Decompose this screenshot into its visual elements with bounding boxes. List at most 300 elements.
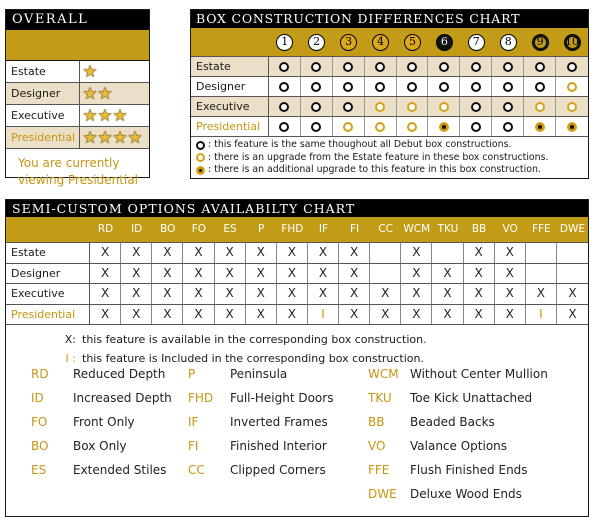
legend-item: [196, 164, 588, 177]
option-code-header: DWE: [559, 223, 585, 235]
semi-cell: X: [370, 284, 401, 304]
semi-row: [6, 304, 588, 325]
glossary-desc: Valance Options: [410, 439, 508, 453]
semi-cell: X: [152, 264, 183, 284]
overall-row-label: Designer: [6, 83, 80, 104]
box-cell: [365, 97, 397, 116]
box-number-cell: [524, 28, 556, 56]
up-circle-icon: [567, 82, 577, 92]
option-code-header: VO: [502, 223, 518, 235]
box-chart-title: BOX CONSTRUCTION DIFFERENCES CHART: [191, 10, 588, 28]
semi-rows: [6, 242, 588, 324]
semi-row: [6, 283, 588, 304]
semi-cell: X: [401, 284, 432, 304]
option-code-header: FI: [349, 223, 360, 235]
same-circle-icon: [343, 62, 353, 72]
semi-custom-chart: [5, 199, 589, 517]
up-circle-icon: [375, 102, 385, 112]
glossary-item: [368, 439, 507, 453]
glossary-item: [31, 391, 172, 405]
note-key: X:: [64, 333, 76, 346]
glossary-item: [31, 439, 127, 453]
semi-cell: X: [152, 243, 183, 263]
up-circle-icon: [407, 122, 417, 132]
semi-cell: X: [277, 305, 308, 325]
box-row: [191, 96, 588, 116]
up-circle-icon: [375, 122, 385, 132]
star-icon: [83, 65, 97, 79]
box-row-label: Presidential: [191, 117, 269, 136]
same-circle-icon: [503, 102, 513, 112]
semi-cell: X: [568, 306, 577, 321]
box-cell: [524, 117, 556, 136]
glossary-code: VO: [368, 439, 386, 453]
semi-cell: X: [432, 305, 463, 325]
semi-cell: X: [90, 243, 121, 263]
semi-cell: [370, 264, 401, 284]
option-code-header: ID: [131, 223, 143, 235]
box-number-badge: 3: [340, 34, 357, 51]
semi-row: [6, 263, 588, 284]
same-circle-icon: [279, 102, 289, 112]
legend-text: : this feature is the same thoughout all Debut box constructions.: [208, 139, 512, 150]
box-cell: [397, 77, 429, 96]
same-circle-icon: [471, 102, 481, 112]
overall-row: [6, 83, 149, 105]
viewing-line-1: You are currently: [18, 156, 120, 170]
glossary-item: [368, 487, 522, 501]
semi-cell: X: [215, 243, 246, 263]
box-cell: [524, 77, 556, 96]
box-number-cell: [428, 28, 460, 56]
box-cell: [460, 57, 492, 76]
box-rows: [191, 56, 588, 136]
semi-cell: X: [121, 243, 152, 263]
glossary-desc: Deluxe Wood Ends: [410, 487, 522, 501]
same-circle-icon: [471, 62, 481, 72]
box-cell: [492, 117, 524, 136]
option-code-header: P: [258, 223, 265, 235]
star-icon: [98, 109, 112, 123]
box-cell: [365, 57, 397, 76]
up-circle-icon: [343, 122, 353, 132]
box-cell: [556, 97, 588, 116]
semi-cell: X: [464, 284, 495, 304]
glossary-item: [188, 439, 327, 453]
box-cell: [365, 117, 397, 136]
star-icon: [128, 131, 142, 145]
semi-cell: X: [370, 305, 401, 325]
overall-row-label: Estate: [6, 61, 80, 82]
glossary-item: [188, 391, 333, 405]
same-circle-icon: [196, 141, 205, 150]
semi-cell: [526, 264, 557, 284]
add-circle-icon: [567, 122, 577, 132]
up-circle-icon: [535, 102, 545, 112]
box-cell: [301, 77, 333, 96]
box-number-badge: 6: [436, 34, 453, 51]
box-cell: [492, 77, 524, 96]
same-circle-icon: [375, 82, 385, 92]
box-cell: [333, 77, 365, 96]
same-circle-icon: [503, 62, 513, 72]
same-circle-icon: [311, 62, 321, 72]
glossary-code: FHD: [188, 391, 214, 405]
glossary-desc: Flush Finished Ends: [410, 463, 528, 477]
glossary-code: CC: [188, 463, 205, 477]
box-cell: [269, 57, 301, 76]
semi-cell: X: [246, 264, 277, 284]
semi-cell: X: [246, 243, 277, 263]
same-circle-icon: [343, 82, 353, 92]
glossary-code: RD: [31, 367, 49, 381]
semi-cell: X: [339, 264, 370, 284]
glossary-desc: Increased Depth: [73, 391, 172, 405]
box-number-badge: 4: [372, 34, 389, 51]
glossary-desc: Clipped Corners: [230, 463, 326, 477]
up-circle-icon: [567, 102, 577, 112]
box-number-cell: [492, 28, 524, 56]
add-circle-icon: [535, 122, 545, 132]
box-cell: [269, 77, 301, 96]
glossary-item: [188, 463, 326, 477]
box-construction-chart: [190, 9, 589, 179]
semi-note: [6, 349, 588, 368]
semi-cell: X: [215, 284, 246, 304]
box-row-label: Designer: [191, 77, 269, 96]
same-circle-icon: [407, 62, 417, 72]
box-cell: [428, 77, 460, 96]
same-circle-icon: [471, 122, 481, 132]
box-cell: [397, 117, 429, 136]
semi-cell: X: [277, 264, 308, 284]
same-circle-icon: [439, 82, 449, 92]
box-cell: [524, 57, 556, 76]
up-circle-icon: [196, 153, 205, 162]
glossary-item: [368, 415, 495, 429]
semi-cell: X: [339, 284, 370, 304]
box-cell: [333, 57, 365, 76]
option-code-header: ES: [223, 223, 237, 235]
star-icon: [98, 87, 112, 101]
glossary-item: [31, 463, 166, 477]
star-icon: [83, 87, 97, 101]
box-cell: [365, 77, 397, 96]
glossary-code: TKU: [368, 391, 392, 405]
semi-cell: X: [495, 284, 526, 304]
add-circle-icon: [439, 122, 449, 132]
overall-row-label: Executive: [6, 105, 80, 126]
box-cell: [428, 57, 460, 76]
box-cell: [460, 77, 492, 96]
box-cell: [333, 117, 365, 136]
box-cell: [333, 97, 365, 116]
box-number-badge: 1: [276, 34, 293, 51]
legend-text: : there is an additional upgrade to this feature in this box construction.: [208, 164, 541, 175]
box-cell: [428, 97, 460, 116]
glossary-code: IF: [188, 415, 199, 429]
glossary-code: WCM: [368, 367, 399, 381]
glossary-desc: Inverted Frames: [230, 415, 328, 429]
box-cell: [269, 97, 301, 116]
glossary-desc: Box Only: [73, 439, 127, 453]
same-circle-icon: [535, 82, 545, 92]
viewing-message: [6, 149, 149, 189]
same-circle-icon: [279, 122, 289, 132]
box-cell: [301, 57, 333, 76]
glossary-item: [368, 463, 528, 477]
box-row: [191, 76, 588, 96]
semi-cell: X: [464, 305, 495, 325]
same-circle-icon: [279, 82, 289, 92]
box-legend: [191, 136, 588, 177]
semi-row: [6, 242, 588, 263]
overall-row: [6, 127, 149, 149]
glossary-item: [31, 367, 165, 381]
box-number-blank: [191, 28, 269, 56]
glossary-code: ID: [31, 391, 44, 405]
semi-cell: [432, 243, 463, 263]
semi-cell: X: [183, 284, 214, 304]
glossary-code: FI: [188, 439, 199, 453]
semi-cell: X: [339, 305, 370, 325]
glossary-item: [31, 415, 135, 429]
same-circle-icon: [375, 62, 385, 72]
star-rating: [80, 61, 149, 82]
semi-cell: [557, 264, 588, 284]
star-icon: [83, 131, 97, 145]
glossary-desc: Full-Height Doors: [230, 391, 334, 405]
option-code-header: FO: [191, 223, 207, 235]
star-icon: [113, 131, 127, 145]
glossary-desc: Finished Interior: [230, 439, 327, 453]
legend-item: [196, 152, 588, 165]
semi-cell: X: [526, 284, 557, 304]
semi-cell: I: [308, 305, 339, 325]
glossary-item: [188, 415, 328, 429]
semi-cell: X: [401, 243, 432, 263]
same-circle-icon: [535, 62, 545, 72]
semi-code-row: [6, 217, 588, 242]
legend-item: [196, 139, 588, 152]
semi-cell: X: [121, 264, 152, 284]
box-cell: [269, 117, 301, 136]
note-text: this feature is available in the corresponding box construction.: [82, 333, 427, 346]
semi-cell: X: [401, 264, 432, 284]
semi-cell: [557, 243, 588, 263]
semi-row-label: Estate: [6, 243, 90, 263]
overall-panel: [5, 9, 150, 187]
box-number-badge: 7: [468, 34, 485, 51]
up-circle-icon: [439, 102, 449, 112]
semi-cell: X: [90, 284, 121, 304]
box-number-row: [191, 28, 588, 56]
box-number-cell: [556, 28, 588, 56]
semi-row-label: Designer: [6, 264, 90, 284]
semi-cell: X: [246, 284, 277, 304]
glossary-desc: Without Center Mullion: [410, 367, 548, 381]
same-circle-icon: [311, 102, 321, 112]
semi-cell: X: [495, 305, 526, 325]
box-cell: [301, 117, 333, 136]
box-number-badge: 8: [500, 34, 517, 51]
star-rating: [80, 83, 149, 104]
semi-notes: [6, 324, 588, 368]
glossary-code: ES: [31, 463, 47, 477]
option-code-header: FHD: [281, 223, 304, 235]
star-rating: [80, 105, 149, 126]
semi-cell: X: [183, 243, 214, 263]
same-circle-icon: [567, 62, 577, 72]
box-number-cell: [396, 28, 428, 56]
overall-rows: [6, 61, 149, 149]
box-cell: [556, 77, 588, 96]
same-circle-icon: [279, 62, 289, 72]
semi-chart-title: SEMI-CUSTOM OPTIONS AVAILABILTY CHART: [6, 200, 588, 217]
box-cell: [460, 97, 492, 116]
semi-cell: I: [526, 305, 557, 325]
same-circle-icon: [503, 122, 513, 132]
glossary-desc: Beaded Backs: [410, 415, 495, 429]
box-number-badge: 9: [532, 34, 549, 51]
semi-cell: X: [215, 305, 246, 325]
glossary-desc: Reduced Depth: [73, 367, 166, 381]
box-cell: [492, 97, 524, 116]
star-icon: [83, 109, 97, 123]
semi-cell: X: [183, 305, 214, 325]
box-cell: [492, 57, 524, 76]
box-number-badge: 2: [308, 34, 325, 51]
semi-cell: X: [495, 243, 526, 263]
option-code-header: BO: [160, 223, 176, 235]
box-number-cell: [460, 28, 492, 56]
box-cell: [428, 117, 460, 136]
same-circle-icon: [471, 82, 481, 92]
semi-cell: X: [246, 305, 277, 325]
semi-cell: X: [90, 305, 121, 325]
box-number-cell: [333, 28, 365, 56]
star-rating: [80, 127, 149, 148]
glossary-desc: Peninsula: [230, 367, 288, 381]
glossary-code: FFE: [368, 463, 390, 477]
glossary-item: [188, 367, 287, 381]
semi-row-label: Executive: [6, 284, 90, 304]
semi-cell: X: [432, 284, 463, 304]
box-number-cell: [301, 28, 333, 56]
box-number-cell: [269, 28, 301, 56]
box-cell: [301, 97, 333, 116]
box-cell: [397, 97, 429, 116]
semi-cell: X: [152, 305, 183, 325]
semi-cell: X: [308, 243, 339, 263]
box-number-badge: 5: [404, 34, 421, 51]
semi-cell: X: [121, 305, 152, 325]
semi-cell: [526, 243, 557, 263]
option-code-header: WCM: [403, 223, 431, 235]
semi-cell: X: [308, 284, 339, 304]
semi-cell: X: [183, 264, 214, 284]
glossary-item: [368, 367, 548, 381]
add-circle-icon: [196, 166, 205, 175]
glossary-desc: Front Only: [73, 415, 135, 429]
same-circle-icon: [439, 62, 449, 72]
semi-cell: X: [432, 264, 463, 284]
same-circle-icon: [311, 122, 321, 132]
box-row: [191, 56, 588, 76]
semi-cell: X: [90, 264, 121, 284]
option-code-header: CC: [378, 223, 393, 235]
semi-cell: X: [568, 286, 577, 300]
semi-cell: X: [308, 264, 339, 284]
semi-cell: X: [339, 243, 370, 263]
overall-header-band: [6, 30, 149, 61]
option-code-header: FFE: [531, 223, 551, 235]
semi-cell: X: [401, 305, 432, 325]
semi-cell: X: [464, 264, 495, 284]
glossary-code: P: [188, 367, 196, 381]
legend-text: : there is an upgrade from the Estate feature in these box constructions.: [208, 151, 549, 163]
box-cell: [524, 97, 556, 116]
same-circle-icon: [503, 82, 513, 92]
semi-code-blank: [6, 217, 90, 242]
semi-cell: [370, 243, 401, 263]
box-row-label: Estate: [191, 57, 269, 76]
glossary-code: BO: [31, 439, 49, 453]
glossary-desc: Toe Kick Unattached: [410, 391, 533, 405]
note-key: I :: [65, 352, 76, 365]
glossary-desc: Extended Stiles: [73, 463, 167, 477]
box-cell: [556, 117, 588, 136]
overall-row: [6, 61, 149, 83]
semi-cell: X: [277, 284, 308, 304]
box-number-cell: [365, 28, 397, 56]
option-code-header: BB: [471, 223, 487, 235]
overall-row: [6, 105, 149, 127]
semi-note: [6, 330, 588, 349]
same-circle-icon: [343, 102, 353, 112]
box-row-label: Executive: [191, 97, 269, 116]
overall-row-label: Presidential: [6, 127, 80, 148]
box-cell: [556, 57, 588, 76]
glossary-code: BB: [368, 415, 385, 429]
up-circle-icon: [407, 102, 417, 112]
option-code-header: IF: [318, 223, 328, 235]
star-icon: [98, 131, 112, 145]
box-row: [191, 116, 588, 136]
semi-cell: X: [464, 243, 495, 263]
glossary-code: DWE: [368, 487, 397, 501]
star-icon: [113, 109, 127, 123]
semi-cell: X: [277, 243, 308, 263]
viewing-line-2: viewing Presidential: [18, 173, 138, 187]
semi-cell: X: [215, 264, 246, 284]
semi-cell: X: [152, 284, 183, 304]
same-circle-icon: [311, 82, 321, 92]
same-circle-icon: [407, 82, 417, 92]
glossary-item: [368, 391, 532, 405]
box-cell: [460, 117, 492, 136]
semi-row-label: Presidential: [6, 305, 90, 325]
glossary-code: FO: [31, 415, 48, 429]
box-number-badge: 10: [564, 34, 581, 51]
overall-title: OVERALL: [6, 10, 149, 30]
box-cell: [397, 57, 429, 76]
note-text: this feature is Included in the corresponding box construction.: [82, 352, 424, 365]
semi-cell: X: [495, 264, 526, 284]
option-code-header: RD: [97, 223, 114, 235]
option-code-header: TKU: [437, 223, 459, 235]
semi-cell: X: [121, 284, 152, 304]
